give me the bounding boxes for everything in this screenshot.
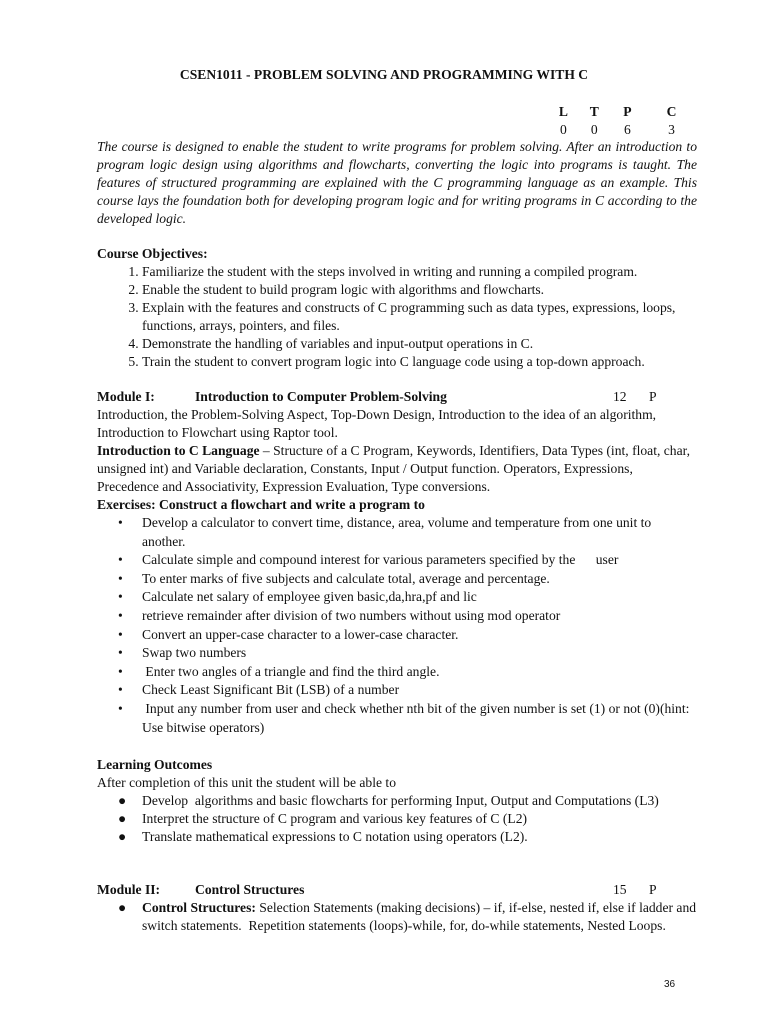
bullet-icon: •: [118, 682, 123, 698]
module-1-hours: 12: [613, 389, 627, 404]
list-item: [97, 700, 697, 737]
list-item-text: Swap two numbers: [142, 645, 247, 661]
list-item-text: Calculate net salary of employee given basic,da,hra,pf and lic: [142, 589, 477, 605]
module-1-c-language: [97, 442, 697, 496]
ltpc-header-t: T: [589, 104, 599, 119]
bullet-icon: •: [118, 626, 123, 642]
module-2-hours: 15: [613, 882, 627, 897]
list-item: [97, 644, 697, 663]
list-item-text: Check Least Significant Bit (LSB) of a number: [142, 682, 400, 698]
bullet-icon: •: [118, 663, 123, 679]
list-item: [97, 514, 697, 551]
module-2-type: P: [649, 882, 657, 897]
ltpc-table: [548, 103, 698, 139]
bullet-icon: •: [118, 552, 123, 568]
list-item: 2. Enable the student to build program logic with algorithms and flowcharts.: [142, 281, 697, 299]
module-1-intro: Introduction, the Problem-Solving Aspect, Top-Down Design, Introduction to the idea of an algorithm, Introduction to Flowchart using Raptor tool.: [97, 407, 657, 440]
list-item-text: Develop algorithms and basic flowcharts for performing Input, Output and Computations (L3): [142, 793, 659, 808]
module-1-label: Module I:: [97, 389, 155, 404]
list-item: [97, 570, 697, 589]
list-item-text: Convert an upper-case character to a lower-case character.: [142, 626, 459, 642]
module-2: [97, 881, 700, 935]
module-2-label: Module II:: [97, 882, 161, 897]
ltpc-value-t: 0: [590, 122, 598, 137]
exercises-heading: Exercises: Construct a flowchart and write a program to: [97, 497, 425, 512]
list-item: [97, 828, 697, 846]
list-item: [97, 551, 697, 570]
ltpc-header-c: C: [666, 104, 677, 119]
bullet-icon: •: [118, 607, 123, 623]
bullet-icon: ●: [118, 811, 127, 826]
page-number: 36: [664, 979, 676, 990]
learning-outcomes: [97, 756, 697, 846]
list-item-text: To enter marks of five subjects and calculate total, average and percentage.: [142, 570, 550, 586]
bullet-icon: •: [118, 570, 123, 586]
list-item-text: retrieve remainder after division of two numbers without using mod operator: [142, 607, 561, 623]
ltpc-value-p: 6: [624, 122, 631, 137]
list-item-text: Input any number from user and check whether nth bit of the given number is set (1) or not (0)(hint: Use bitwise operators): [142, 700, 693, 735]
list-item: [97, 792, 697, 810]
ltpc-header-row: [548, 103, 698, 121]
list-item-text: Develop a calculator to convert time, distance, area, volume and temperature from one unit to another.: [142, 515, 652, 549]
module-2-title: Control Structures: [195, 882, 305, 897]
ltpc-value-c: 3: [668, 122, 675, 137]
list-item: [97, 681, 697, 700]
outcomes-heading: Learning Outcomes: [97, 757, 213, 772]
list-item-text: Translate mathematical expressions to C notation using operators (L2).: [142, 829, 528, 844]
course-title: CSEN1011 - PROBLEM SOLVING AND PROGRAMMING WITH C: [179, 67, 589, 82]
objectives-heading: Course Objectives:: [97, 246, 208, 261]
list-item: 3. Explain with the features and constructs of C programming such as data types, expressions, loops, functions, arrays, pointers, and files.: [142, 299, 697, 335]
outcomes-list: [97, 792, 697, 846]
exercises-list: [97, 514, 697, 737]
module-1: [97, 388, 697, 737]
control-structures-text: Selection Statements (making decisions) – if, if-else, nested if, else if ladder and switch statements. Repetition statements (loops)-while, for, do-while statements, Nested Loops.: [142, 900, 700, 933]
list-item: [97, 663, 697, 682]
course-description: The course is designed to enable the student to write programs for problem solving. After an introduction to program logic design using algorithms and flowcharts, converting the logic into programs is taught. The features of structured programming are explained with the C programming language as an example. This course lays the foundation both for developing program logic and for writing programs in C according to the developed logic.: [97, 139, 697, 226]
bullet-icon: •: [118, 700, 123, 716]
bullet-icon: ●: [118, 793, 127, 808]
list-item: 4. Demonstrate the handling of variables and input-output operations in C.: [142, 335, 697, 353]
bullet-icon: •: [118, 515, 123, 530]
list-item-text: Interpret the structure of C program and various key features of C (L2): [142, 811, 528, 826]
control-structures-label: Control Structures:: [142, 900, 256, 915]
c-language-text: – Structure of a C Program, Keywords, Identifiers, Data Types (int, float, char, unsigned int) and Variable declaration, Constants, Input / Output function. Operators, Expressions, Precedence and Associativity, Expression Evaluation, Type conversions.: [97, 443, 691, 494]
ltpc-header-p: P: [623, 104, 632, 119]
list-item-text: Enter two angles of a triangle and find the third angle.: [142, 663, 440, 679]
c-language-label: Introduction to C Language: [97, 443, 260, 458]
module-1-heading: [97, 388, 697, 406]
outcomes-intro: After completion of this unit the student will be able to: [97, 775, 397, 790]
bullet-icon: ●: [118, 829, 127, 844]
ltpc-value-l: 0: [560, 122, 567, 137]
list-item: [97, 899, 700, 935]
bullet-icon: •: [118, 589, 123, 605]
course-objectives: [97, 245, 697, 371]
module-1-type: P: [649, 389, 657, 404]
list-item: [97, 607, 697, 626]
ltpc-value-row: [548, 121, 698, 139]
module-1-title: Introduction to Computer Problem-Solving: [195, 389, 447, 404]
list-item-text: Calculate simple and compound interest for various parameters specified by the user: [142, 552, 619, 568]
module-2-list: [97, 899, 700, 935]
ltpc-header-l: L: [558, 104, 568, 119]
objectives-list: [97, 263, 697, 371]
bullet-icon: •: [118, 645, 123, 661]
module-2-heading: [97, 881, 697, 899]
list-item: 5. Train the student to convert program logic into C language code using a top-down approach.: [142, 353, 697, 371]
bullet-icon: ●: [118, 900, 127, 915]
list-item: 1. Familiarize the student with the steps involved in writing and running a compiled program.: [142, 263, 697, 281]
list-item: [97, 810, 697, 828]
list-item: [97, 588, 697, 607]
list-item: [97, 626, 697, 645]
